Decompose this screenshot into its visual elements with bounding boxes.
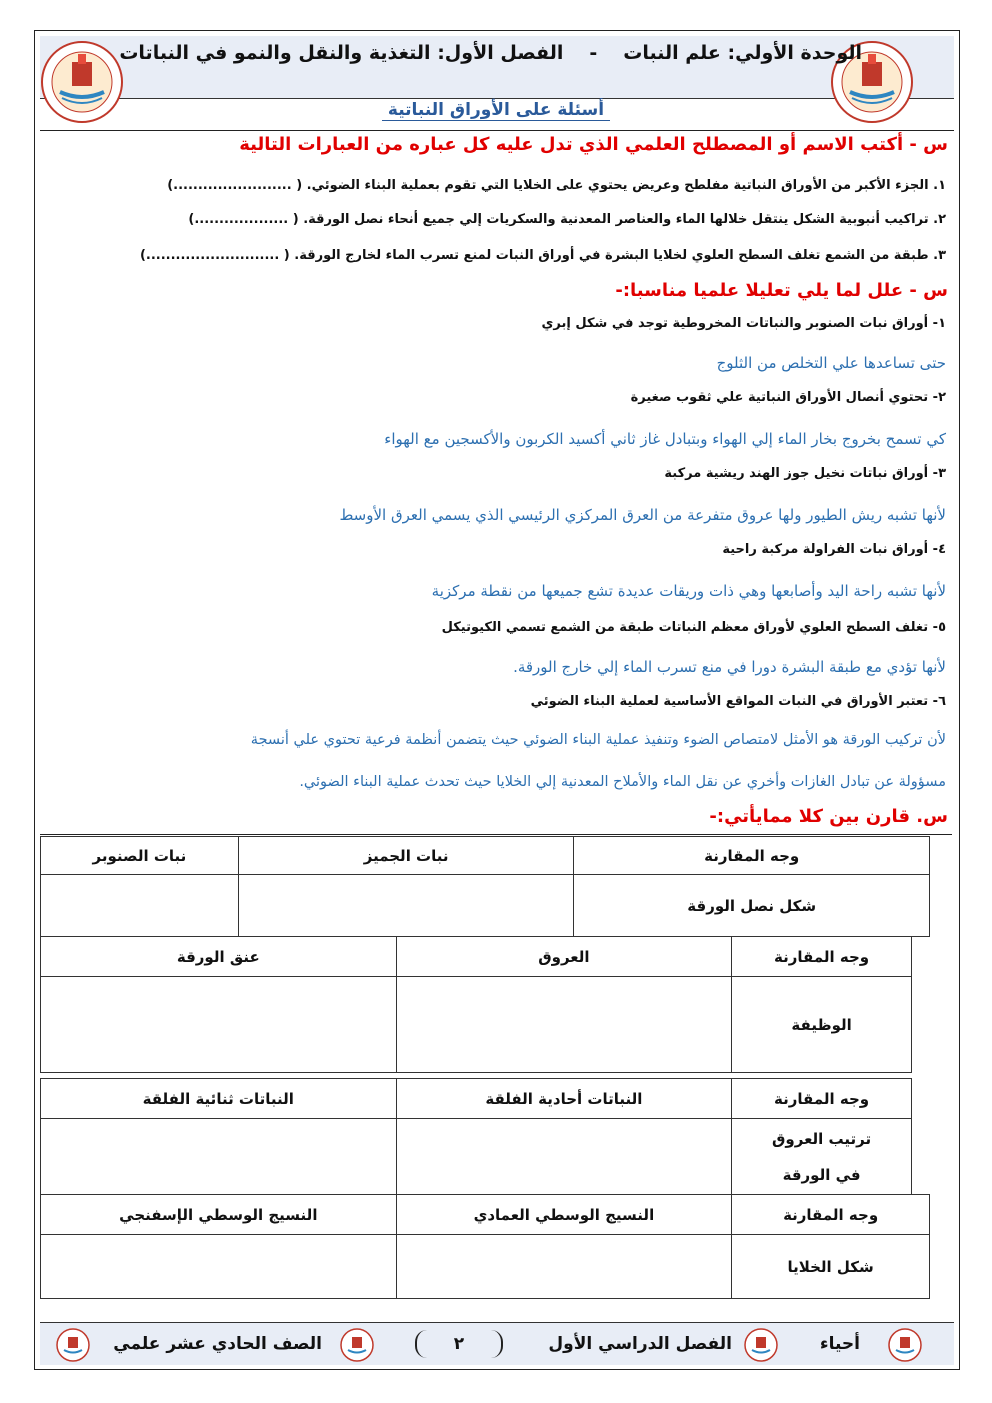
table-row-label: شكل نصل الورقة (574, 875, 930, 937)
table-header-col2: نبات الصنوبر (41, 837, 239, 875)
footer-logo (744, 1328, 778, 1362)
section2-answer-3: لأنها تشبه ريش الطيور ولها عروق متفرعة من العرق المركزي الرئيسي الذي يسمي العرق الأوسط (339, 506, 946, 524)
section1-item-2 (188, 212, 946, 227)
section1-heading: س - أكتب الاسم أو المصطلح العلمي الذي تدل عليه كل عباره من العبارات التالية (239, 134, 948, 155)
header-dash: - (589, 42, 598, 64)
answer-blank: ...................) (188, 212, 289, 227)
answer-cell[interactable] (41, 977, 397, 1073)
row-label-line: ترتيب العروق (772, 1129, 872, 1148)
answer-cell[interactable] (41, 1119, 397, 1195)
section2-answer-4: لأنها تشبه راحة اليد وأصابعها وهي ذات وريقات عديدة تشع جميعها من نقطة مركزية (431, 582, 946, 600)
footer-logo (888, 1328, 922, 1362)
table-header-aspect: وجه المقارنة (732, 937, 912, 977)
section2-question-3: ٣- أوراق نباتات نخيل جوز الهند ريشية مركبة (664, 466, 946, 481)
comparison-table-2 (40, 936, 912, 1073)
section2-answer-5: لأنها تؤدي مع طبقة البشرة دورا في منع تسرب الماء إلي خارج الورقة. (513, 658, 946, 676)
item-text: ٢. تراكيب أنبوبية الشكل ينتقل خلالها الماء والعناصر المعدنية والسكريات إلي جميع أنحاء نصل الورقة. ( (292, 212, 946, 227)
table-header-col1: العروق (396, 937, 732, 977)
row-label-line: في الورقة (782, 1165, 861, 1184)
section2-question-2: ٢- تحتوي أنصال الأوراق النباتية علي ثقوب صغيرة (630, 390, 946, 405)
section2-question-5: ٥- تغلف السطح العلوي لأوراق معظم النباتات طبقة من الشمع تسمي الكيوتيكل (441, 620, 946, 635)
table-header-aspect: وجه المقارنة (732, 1195, 930, 1235)
comparison-table-1 (40, 836, 930, 937)
answer-blank: ...........................) (139, 248, 280, 263)
section1-item-3 (140, 248, 946, 263)
section2-answer-1: حتى تساعدها علي التخلص من الثلوج (716, 354, 946, 372)
table-header-col2: النسيج الوسطي الإسفنجي (41, 1195, 397, 1235)
table-header-col2: النباتات ثنائية الفلقة (41, 1079, 397, 1119)
header-unit: الوحدة الأولي: علم النبات (623, 42, 862, 64)
answer-cell[interactable] (396, 977, 732, 1073)
divider (40, 130, 954, 131)
table-row-label: شكل الخلايا (732, 1235, 930, 1299)
answer-blank: ........................) (167, 178, 292, 193)
table-row-label (732, 1119, 912, 1195)
table-header-aspect: وجه المقارنة (574, 837, 930, 875)
section1-item-1 (167, 178, 946, 193)
section2-question-1: ١- أوراق نبات الصنوبر والنباتات المخروطية توجد في شكل إبري (541, 316, 946, 331)
comparison-table-3 (40, 1078, 912, 1195)
section2-heading: س - علل لما يلي تعليلا علميا مناسبا:- (615, 280, 948, 301)
footer-logo (340, 1328, 374, 1362)
header-title (119, 42, 862, 64)
table-header-aspect: وجه المقارنة (732, 1079, 912, 1119)
item-text: ١. الجزء الأكبر من الأوراق النباتية مفلطح وعريض يحتوي على الخلايا التي تقوم بعملية البناء الضوئي. ( (296, 178, 946, 193)
footer-subject: أحياء (819, 1334, 860, 1354)
footer-logo (56, 1328, 90, 1362)
section2-answer-6-line2: مسؤولة عن تبادل الغازات وأخري عن نقل الماء والأملاح المعدنية إلي الخلايا حيث تحدث عملية البناء الضوئي. (299, 774, 946, 790)
footer-term: الفصل الدراسي الأول (548, 1334, 732, 1354)
table-row-label: الوظيفة (732, 977, 912, 1073)
answer-cell[interactable] (396, 1119, 732, 1195)
table-header-col1: نبات الجميز (238, 837, 574, 875)
page-subtitle (0, 100, 992, 120)
footer-grade: الصف الحادي عشر علمي (113, 1334, 322, 1354)
section3-heading: س. قارن بين كلا ممايأتي:- (709, 806, 948, 827)
answer-cell[interactable] (41, 1235, 397, 1299)
table-header-col1: النباتات أحادية الفلقة (396, 1079, 732, 1119)
section2-answer-2: كي تسمح بخروج بخار الماء إلي الهواء وبتبادل غاز ثاني أكسيد الكربون والأكسجين مع الهواء (384, 430, 946, 448)
subtitle-text: أسئلة على الأوراق النباتية (382, 100, 610, 121)
comparison-table-4 (40, 1194, 930, 1299)
section2-question-4: ٤- أوراق نبات الفراولة مركبة راحية (722, 542, 946, 557)
table-header-col1: النسيج الوسطي العمادي (396, 1195, 732, 1235)
header-chapter: الفصل الأول: التغذية والنقل والنمو في النباتات (119, 42, 564, 64)
answer-cell[interactable] (41, 875, 239, 937)
section2-answer-6-line1: لأن تركيب الورقة هو الأمثل لامتصاص الضوء وتنفيذ عملية البناء الضوئي حيث يتضمن أنظمة فرعية تحتوي علي أنسجة (250, 732, 946, 748)
page-number: ٢ (415, 1330, 503, 1358)
section2-question-6: ٦- تعتبر الأوراق في النبات المواقع الأساسية لعملية البناء الضوئي (530, 694, 946, 709)
item-text: ٣. طبقة من الشمع تغلف السطح العلوي لخلايا البشرة في أوراق النبات لمنع تسرب الماء لخارج الورقة. ( (283, 248, 946, 263)
divider (40, 834, 952, 835)
answer-cell[interactable] (238, 875, 574, 937)
answer-cell[interactable] (396, 1235, 732, 1299)
table-header-col2: عنق الورقة (41, 937, 397, 977)
